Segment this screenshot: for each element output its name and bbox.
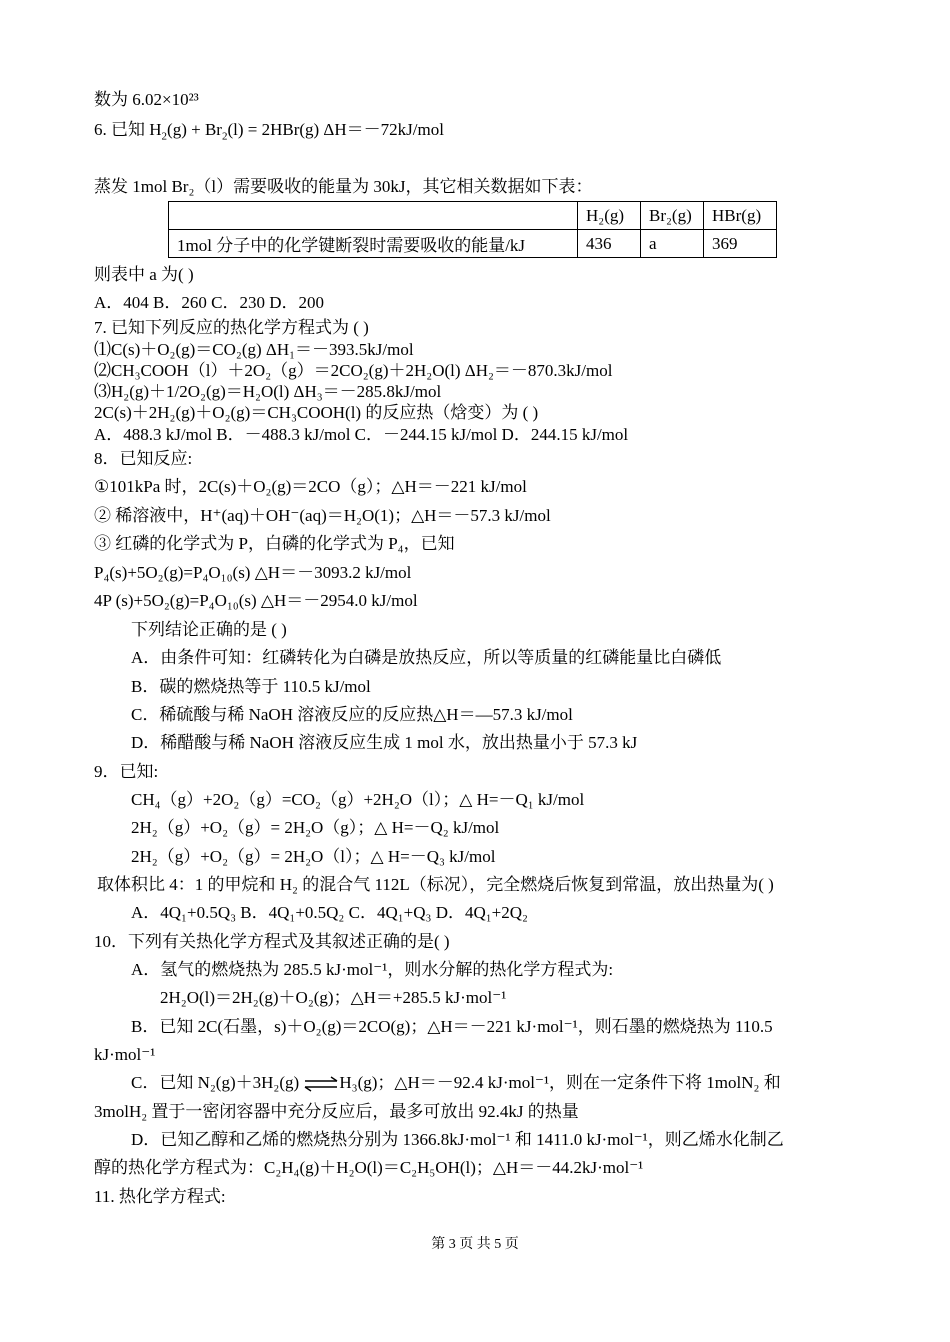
- continuation-line: 数为 6.02×10²³: [94, 90, 199, 109]
- q10-option-c-line2: 3molH₂ 置于一密闭容器中充分反应后，最多可放出 92.4kJ 的热量: [94, 1102, 579, 1121]
- equilibrium-arrow-icon: [303, 1076, 339, 1092]
- table-cell: [169, 202, 578, 230]
- q10-option-b-line1: B．已知 2C(石墨，s)＋O₂(g)＝2CO(g)；△H＝－221 kJ·mol⁻¹，则石墨的燃烧热为 110.5: [131, 1017, 773, 1036]
- q6-title-c: (l) = 2HBr(g) ΔH＝－72kJ/mol: [227, 120, 444, 139]
- q9-reaction-2: 2H₂（g）+O₂（g）= 2H₂O（g）；△ H=－Q₂ kJ/mol: [131, 818, 500, 837]
- q7-reaction-2: ⑵CH₃COOH（l）＋2O₂（g）＝2CO₂(g)＋2H₂O(l) ΔH₂＝－870.3kJ/mol: [94, 361, 613, 380]
- q8-title: 8．已知反应:: [94, 449, 193, 468]
- bond-energy-table: [168, 201, 777, 258]
- page-footer: 第 3 页 共 5 页: [431, 1237, 519, 1252]
- q7-title: 7. 已知下列反应的热化学方程式为 ( ): [94, 318, 369, 337]
- q6-question: 则表中 a 为( ): [94, 265, 194, 284]
- q8-option-d: D．稀醋酸与稀 NaOH 溶液反应生成 1 mol 水，放出热量小于 57.3 kJ: [131, 733, 638, 752]
- table-cell: Br₂(g): [641, 202, 704, 230]
- q8-condition-3: ③ 红磷的化学式为 P，白磷的化学式为 P₄，已知: [94, 534, 455, 553]
- table-cell: HBr(g): [704, 202, 777, 230]
- table-cell: H₂(g): [578, 202, 641, 230]
- q7-reaction-3: ⑶H₂(g)＋1/2O₂(g)＝H₂O(l) ΔH₃＝－285.8kJ/mol: [94, 382, 442, 401]
- q10-option-b-line2: kJ·mol⁻¹: [94, 1045, 156, 1064]
- q8-question: 下列结论正确的是 ( ): [131, 620, 287, 639]
- q9-options: A．4Q₁+0.5Q₃ B．4Q₁+0.5Q₂ C．4Q₁+Q₃ D．4Q₁+2Q₂: [131, 903, 528, 922]
- q9-title: 9．已知:: [94, 762, 159, 781]
- q7-options: A．488.3 kJ/mol B．－488.3 kJ/mol C．－244.15 kJ/mol D．244.15 kJ/mol: [94, 425, 629, 444]
- q10-option-d-line1: D．已知乙醇和乙烯的燃烧热分别为 1366.8kJ·mol⁻¹ 和 1411.0 kJ·mol⁻¹，则乙烯水化制乙: [131, 1130, 784, 1149]
- table-cell: 436: [578, 230, 641, 258]
- q8-option-c: C．稀硫酸与稀 NaOH 溶液反应的反应热△H＝—57.3 kJ/mol: [131, 705, 573, 724]
- q8-condition-2: ② 稀溶液中，H⁺(aq)＋OH⁻(aq)＝H₂O(1)；△H＝－57.3 kJ/mol: [94, 506, 551, 525]
- table-cell: a: [641, 230, 704, 258]
- q6-title-b: (g) + Br: [167, 120, 222, 139]
- q10-title: 10．下列有关热化学方程式及其叙述正确的是( ): [94, 932, 450, 951]
- q10-option-d-line2: 醇的热化学方程式为：C₂H₄(g)＋H₂O(l)＝C₂H₅OH(l)；△H＝－44.2kJ·mol⁻¹: [94, 1158, 644, 1177]
- q9-reaction-1: CH₄（g）+2O₂（g）=CO₂（g）+2H₂O（l）；△ H=－Q₁ kJ/mol: [131, 790, 585, 809]
- table-row: [169, 230, 777, 258]
- table-cell: 369: [704, 230, 777, 258]
- q7-reaction-1: ⑴C(s)＋O₂(g)＝CO₂(g) ΔH₁＝－393.5kJ/mol: [94, 340, 414, 359]
- q8-condition-4: P₄(s)+5O₂(g)=P₄O₁₀(s) △H＝－3093.2 kJ/mol: [94, 563, 412, 582]
- q8-condition-1: ①101kPa 时，2C(s)＋O₂(g)＝2CO（g）；△H＝－221 kJ/mol: [94, 477, 527, 496]
- q7-target: 2C(s)＋2H₂(g)＋O₂(g)＝CH₃COOH(l) 的反应热（焓变）为 ( ): [94, 403, 539, 422]
- q6-title: 6. 已知 $H_2(g) + Br_2(l) = 2HBr(g)$ ΔH＝－72kJ/mol: [94, 120, 444, 143]
- q10-option-a-line2: 2H₂O(l)＝2H₂(g)＋O₂(g)；△H＝+285.5 kJ·mol⁻¹: [160, 988, 507, 1007]
- q10-c-rhs: H₃(g)；△H＝－92.4 kJ·mol⁻¹，则在一定条件下将 1molN₂ 和: [339, 1073, 781, 1092]
- q10-option-c-line1: [131, 1073, 781, 1093]
- q11-title: 11. 热化学方程式:: [94, 1187, 226, 1206]
- q10-option-a-line1: A．氢气的燃烧热为 285.5 kJ·mol⁻¹，则水分解的热化学方程式为:: [131, 960, 614, 979]
- q8-condition-5: 4P (s)+5O₂(g)=P₄O₁₀(s) △H＝－2954.0 kJ/mol: [94, 591, 418, 610]
- q6-title-a: 6. 已知 H: [94, 120, 162, 139]
- table-header-row: [169, 202, 777, 230]
- q8-option-a: A．由条件可知：红磷转化为白磷是放热反应，所以等质量的红磷能量比白磷低: [131, 648, 722, 667]
- q6-options: A．404 B．260 C．230 D．200: [94, 293, 324, 312]
- table-cell: 1mol 分子中的化学键断裂时需要吸收的能量/kJ: [169, 230, 578, 258]
- q9-reaction-3: 2H₂（g）+O₂（g）= 2H₂O（l）；△ H=－Q₃ kJ/mol: [131, 847, 496, 866]
- q6-text: 蒸发 1mol Br₂（l）需要吸收的能量为 30kJ，其它相关数据如下表：: [94, 177, 593, 196]
- q10-c-lhs: C．已知 N₂(g)＋3H₂(g): [131, 1073, 300, 1092]
- q9-question: 取体积比 4：1 的甲烷和 H₂ 的混合气 112L（标况），完全燃烧后恢复到常温，放出热量为( ): [97, 875, 774, 894]
- q8-option-b: B．碳的燃烧热等于 110.5 kJ/mol: [131, 677, 371, 696]
